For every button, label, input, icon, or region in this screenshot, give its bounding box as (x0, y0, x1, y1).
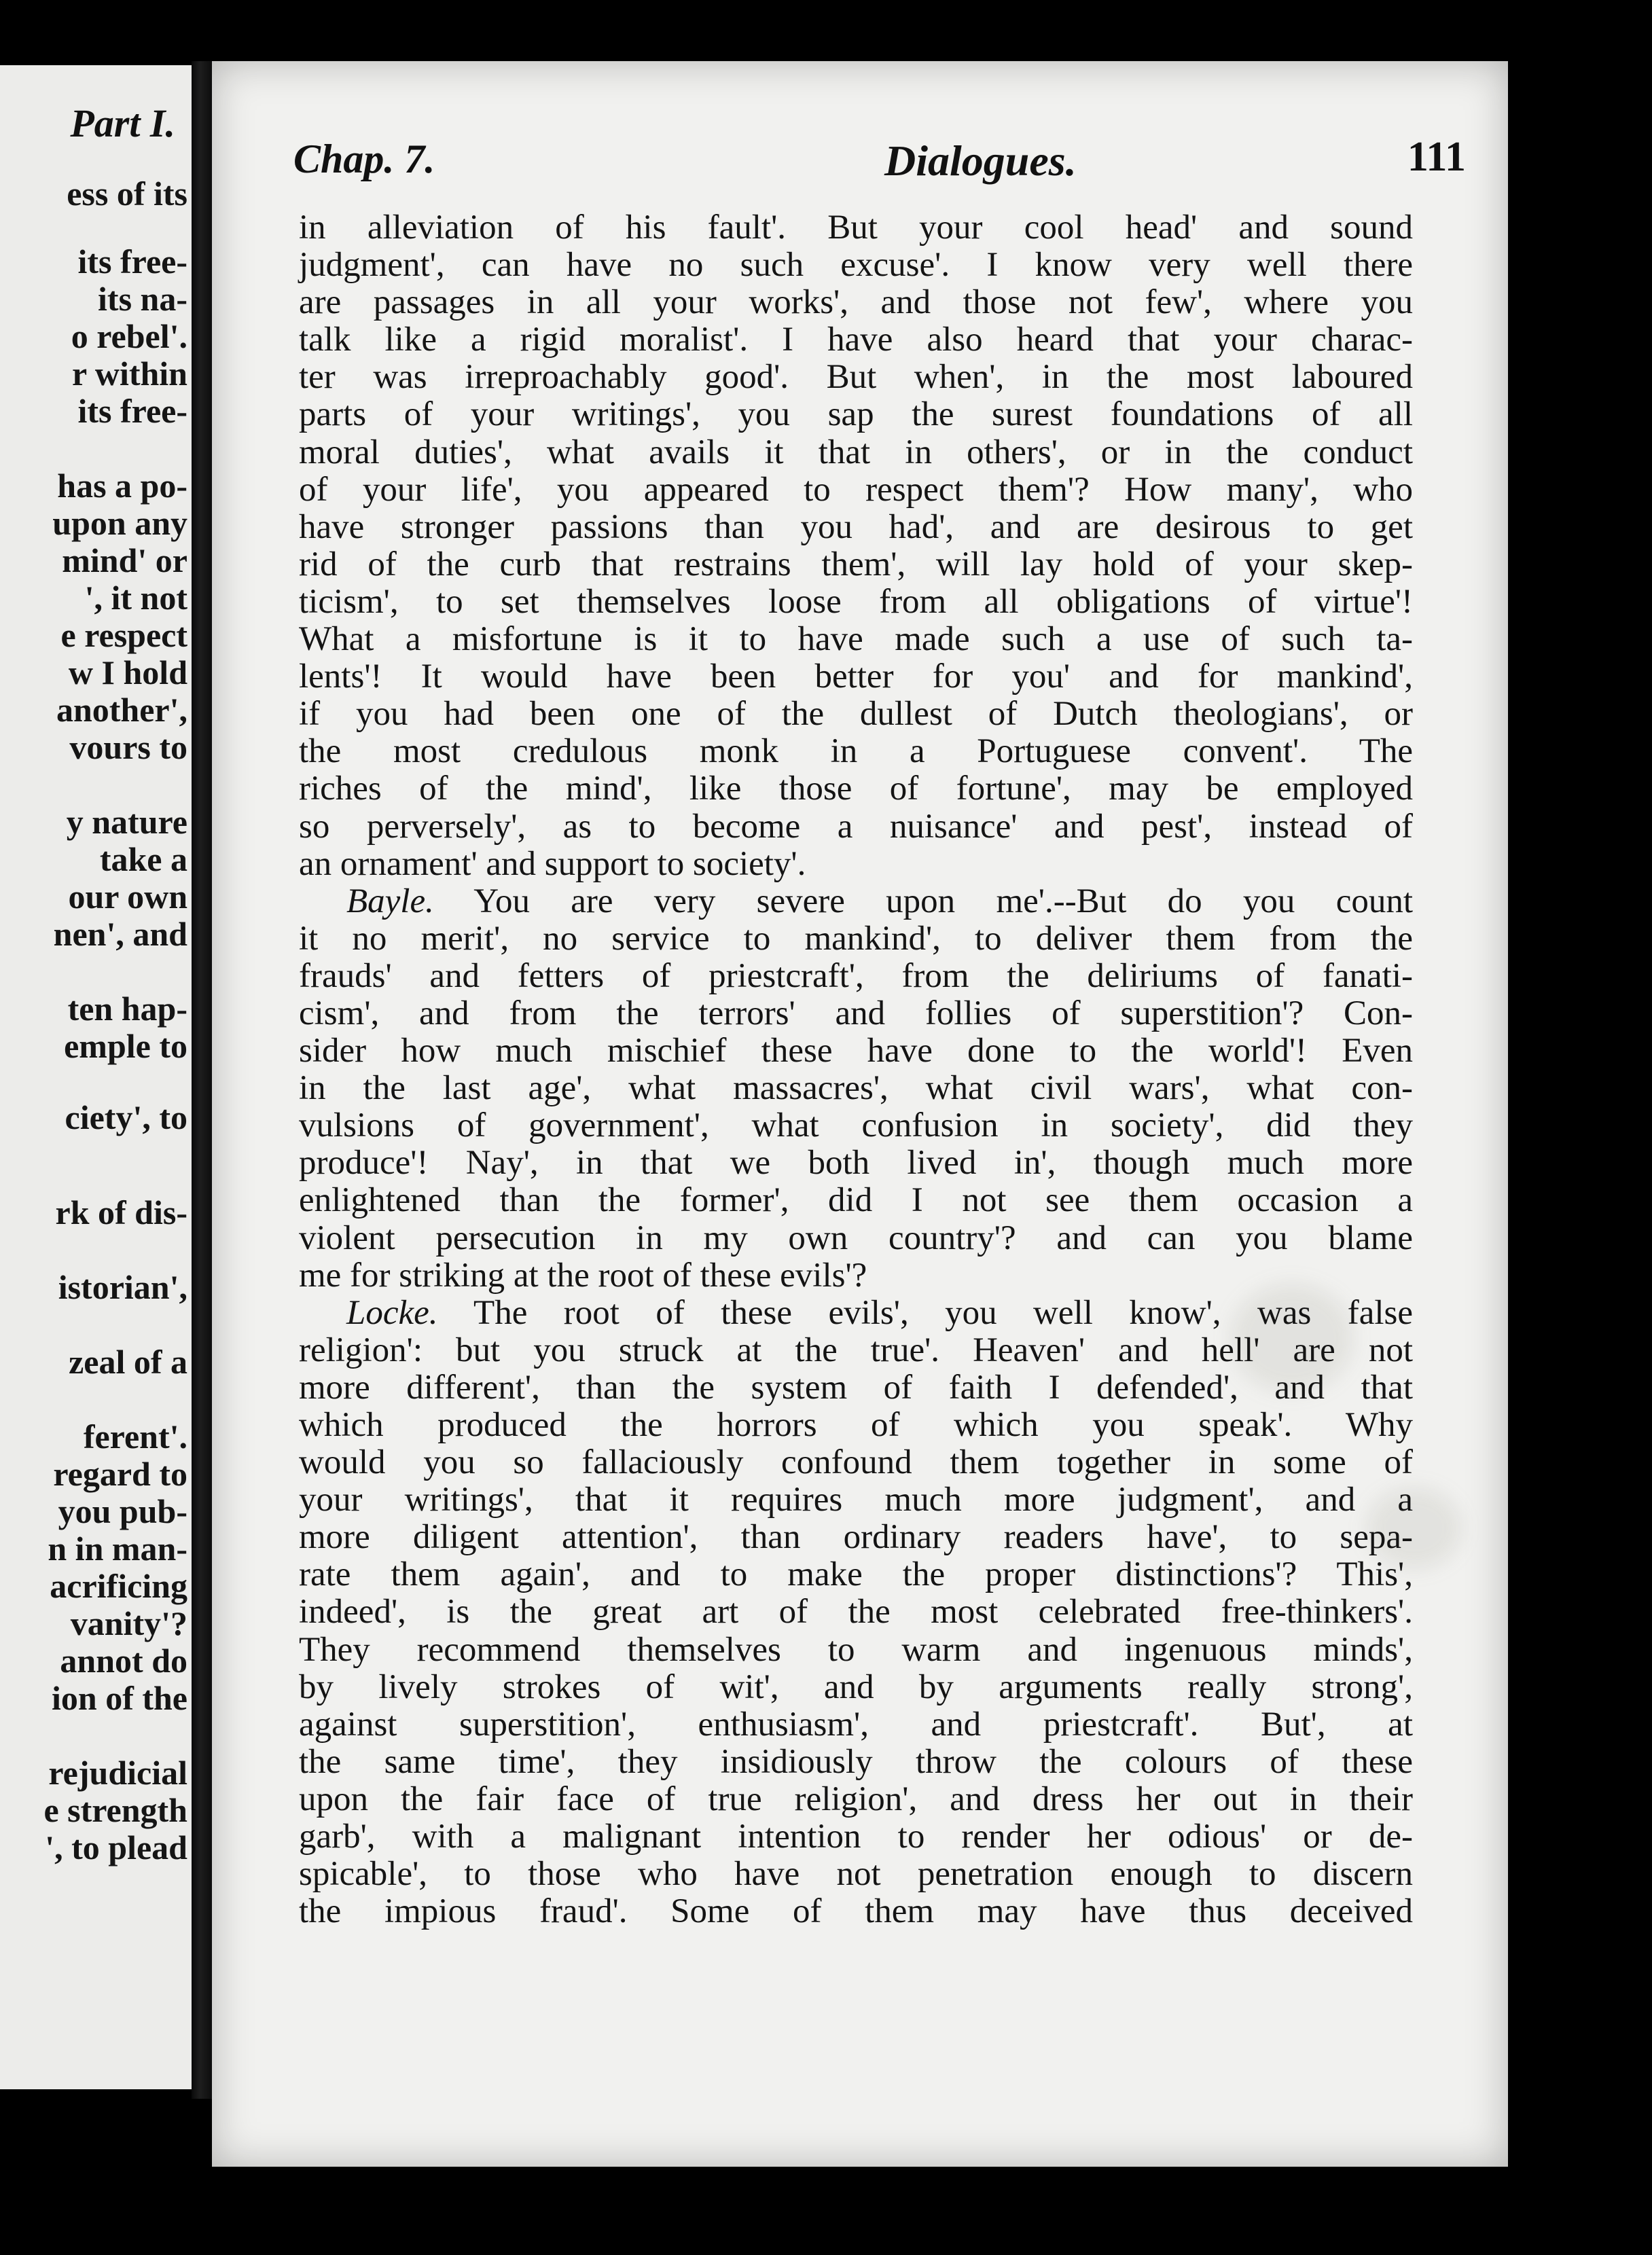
right-page (212, 61, 1508, 2167)
text-line: against superstition', enthusiasm', and priestcraft'. But', at (299, 1705, 1413, 1744)
text-line: would you so fallaciously confound them together in some of (299, 1443, 1413, 1482)
left-page-line: its free- (77, 392, 187, 430)
left-page-line: y nature (66, 803, 187, 841)
left-page-line: rk of dis- (55, 1193, 187, 1231)
left-page-line: annot do (60, 1642, 187, 1680)
text-line: talk like a rigid moralist'. I have also heard that your charac- (299, 321, 1413, 359)
text-line: moral duties', what avails it that in others', or in the conduct (299, 433, 1413, 471)
left-page-line: e respect (60, 616, 187, 654)
page-number: 111 (1407, 134, 1466, 180)
left-page-line: emple to (64, 1027, 187, 1065)
left-page-line: its na- (98, 280, 187, 318)
left-page-line: ferent'. (83, 1418, 187, 1456)
text-line: more different', than the system of faith I defended', and that (299, 1368, 1413, 1407)
text-line: spicable', to those who have not penetration enough to discern (299, 1855, 1413, 1894)
left-page-line: ion of the (52, 1679, 187, 1717)
text-line: rid of the curb that restrains them', will lay hold of your skep- (299, 545, 1413, 583)
text-line: Locke. The root of these evils', you well know', was false (346, 1293, 1413, 1332)
text-line: ter was irreproachably good'. But when', in the most laboured (299, 358, 1413, 397)
running-title: Dialogues. (884, 137, 1077, 185)
left-page-line: mind' or (62, 541, 187, 579)
text-line: so perversely', as to become a nuisance' and pest', instead of (299, 807, 1413, 846)
text-line: your writings', that it requires much more judgment', and a (299, 1481, 1413, 1519)
left-page-line: nen', and (53, 915, 187, 953)
text-line: me for striking at the root of these evils'? (299, 1256, 867, 1295)
text-line: riches of the mind', like those of fortune', may be employed (299, 770, 1413, 808)
text-line: by lively strokes of wit', and by arguments really strong', (299, 1667, 1413, 1706)
left-page-line: r within (72, 355, 187, 393)
text-line: cism', and from the terrors' and follies of superstition'? Con- (299, 994, 1413, 1032)
left-page-line: ciety', to (65, 1098, 187, 1136)
text-line: Bayle. You are very severe upon me'.--But do you count (346, 882, 1413, 920)
text-line: ticism', to set themselves loose from all obligations of virtue'! (299, 582, 1413, 621)
left-page-line: rejudicial (48, 1754, 187, 1792)
text-line: religion': but you struck at the true'. Heaven' and hell' are not (299, 1331, 1413, 1369)
left-page-line: e strength (43, 1791, 187, 1829)
left-page-line: regard to (53, 1455, 187, 1493)
text-line: have stronger passions than you had', and are desirous to get (299, 507, 1413, 546)
left-page-line: ', to plead (45, 1828, 187, 1866)
text-line: the impious fraud'. Some of them may have thus deceived (299, 1892, 1413, 1931)
text-line: are passages in all your works', and those not few', where you (299, 283, 1413, 322)
left-page-line: ten hap- (67, 990, 187, 1028)
left-page-line: ess of its (67, 175, 187, 213)
left-page-line: istorian', (58, 1268, 187, 1306)
text-line: lents'! It would have been better for you' and for mankind', (299, 657, 1413, 696)
text-line: in alleviation of his fault'. But your cool head' and sound (299, 209, 1413, 247)
left-page-line: zeal of a (69, 1343, 187, 1381)
text-line: which produced the horrors of which you speak'. Why (299, 1406, 1413, 1444)
text-line: sider how much mischief these have done to the world'! Even (299, 1032, 1413, 1070)
text-line: They recommend themselves to warm and ingenuous minds', (299, 1630, 1413, 1669)
text-line: frauds' and fetters of priestcraft', from the deliriums of fanati- (299, 956, 1413, 995)
left-page-line: has a po- (57, 467, 187, 505)
text-line: vulsions of government', what confusion in society', did they (299, 1106, 1413, 1145)
left-page-line: ', it not (84, 579, 187, 617)
text-line: judgment', can have no such excuse'. I know very well there (299, 246, 1413, 285)
left-page-line: vours to (69, 728, 187, 766)
text-line: the same time', they insidiously throw the colours of these (299, 1742, 1413, 1781)
text-line: in the last age', what massacres', what civil wars', what con- (299, 1069, 1413, 1108)
text-line: it no merit', no service to mankind', to deliver them from the (299, 919, 1413, 958)
text-line: more diligent attention', than ordinary readers have', to sepa- (299, 1518, 1413, 1557)
chapter-label: Chap. 7. (293, 137, 435, 181)
book-gutter (192, 61, 212, 2099)
left-page-line: its free- (77, 242, 187, 281)
left-page-line: take a (99, 840, 187, 878)
text-line: an ornament' and support to society'. (299, 844, 806, 883)
left-page-line: upon any (52, 504, 187, 542)
body-text (299, 209, 1413, 1930)
left-page-fragment (0, 65, 192, 2089)
text-line: enlightened than the former', did I not see them occasion a (299, 1181, 1413, 1220)
speaker-name: Bayle. (346, 882, 434, 920)
left-page-line: you pub- (58, 1492, 187, 1530)
text-line: garb', with a malignant intention to render her odious' or de- (299, 1818, 1413, 1856)
text-line: parts of your writings', you sap the surest foundations of all (299, 395, 1413, 434)
text-line: produce'! Nay', in that we both lived in', though much more (299, 1144, 1413, 1183)
text-line: rate them again', and to make the proper distinctions'? This', (299, 1555, 1413, 1594)
left-page-line: another', (56, 691, 187, 729)
text-line: indeed', is the great art of the most celebrated free-thinkers'. (299, 1593, 1413, 1631)
page-header (293, 136, 1474, 190)
text-line: if you had been one of the dullest of Dutch theologians', or (299, 695, 1413, 734)
left-page-line: vanity'? (70, 1604, 187, 1642)
left-page-header: Part I. (70, 101, 175, 145)
left-page-line: n in man- (48, 1530, 187, 1568)
text-line: upon the fair face of true religion', and dress her out in their (299, 1780, 1413, 1818)
text-line: of your life', you appeared to respect them'? How many', who (299, 470, 1413, 509)
text-line: violent persecution in my own country'? and can you blame (299, 1219, 1413, 1257)
left-page-line: acrificing (50, 1567, 187, 1605)
text-line: the most credulous monk in a Portuguese convent'. The (299, 732, 1413, 771)
left-page-line: o rebel'. (71, 317, 187, 355)
left-page-line: w I hold (68, 653, 187, 691)
left-page-line: our own (68, 878, 187, 916)
speaker-name: Locke. (346, 1293, 438, 1332)
text-line: What a misfortune is it to have made such a use of such ta- (299, 620, 1413, 659)
